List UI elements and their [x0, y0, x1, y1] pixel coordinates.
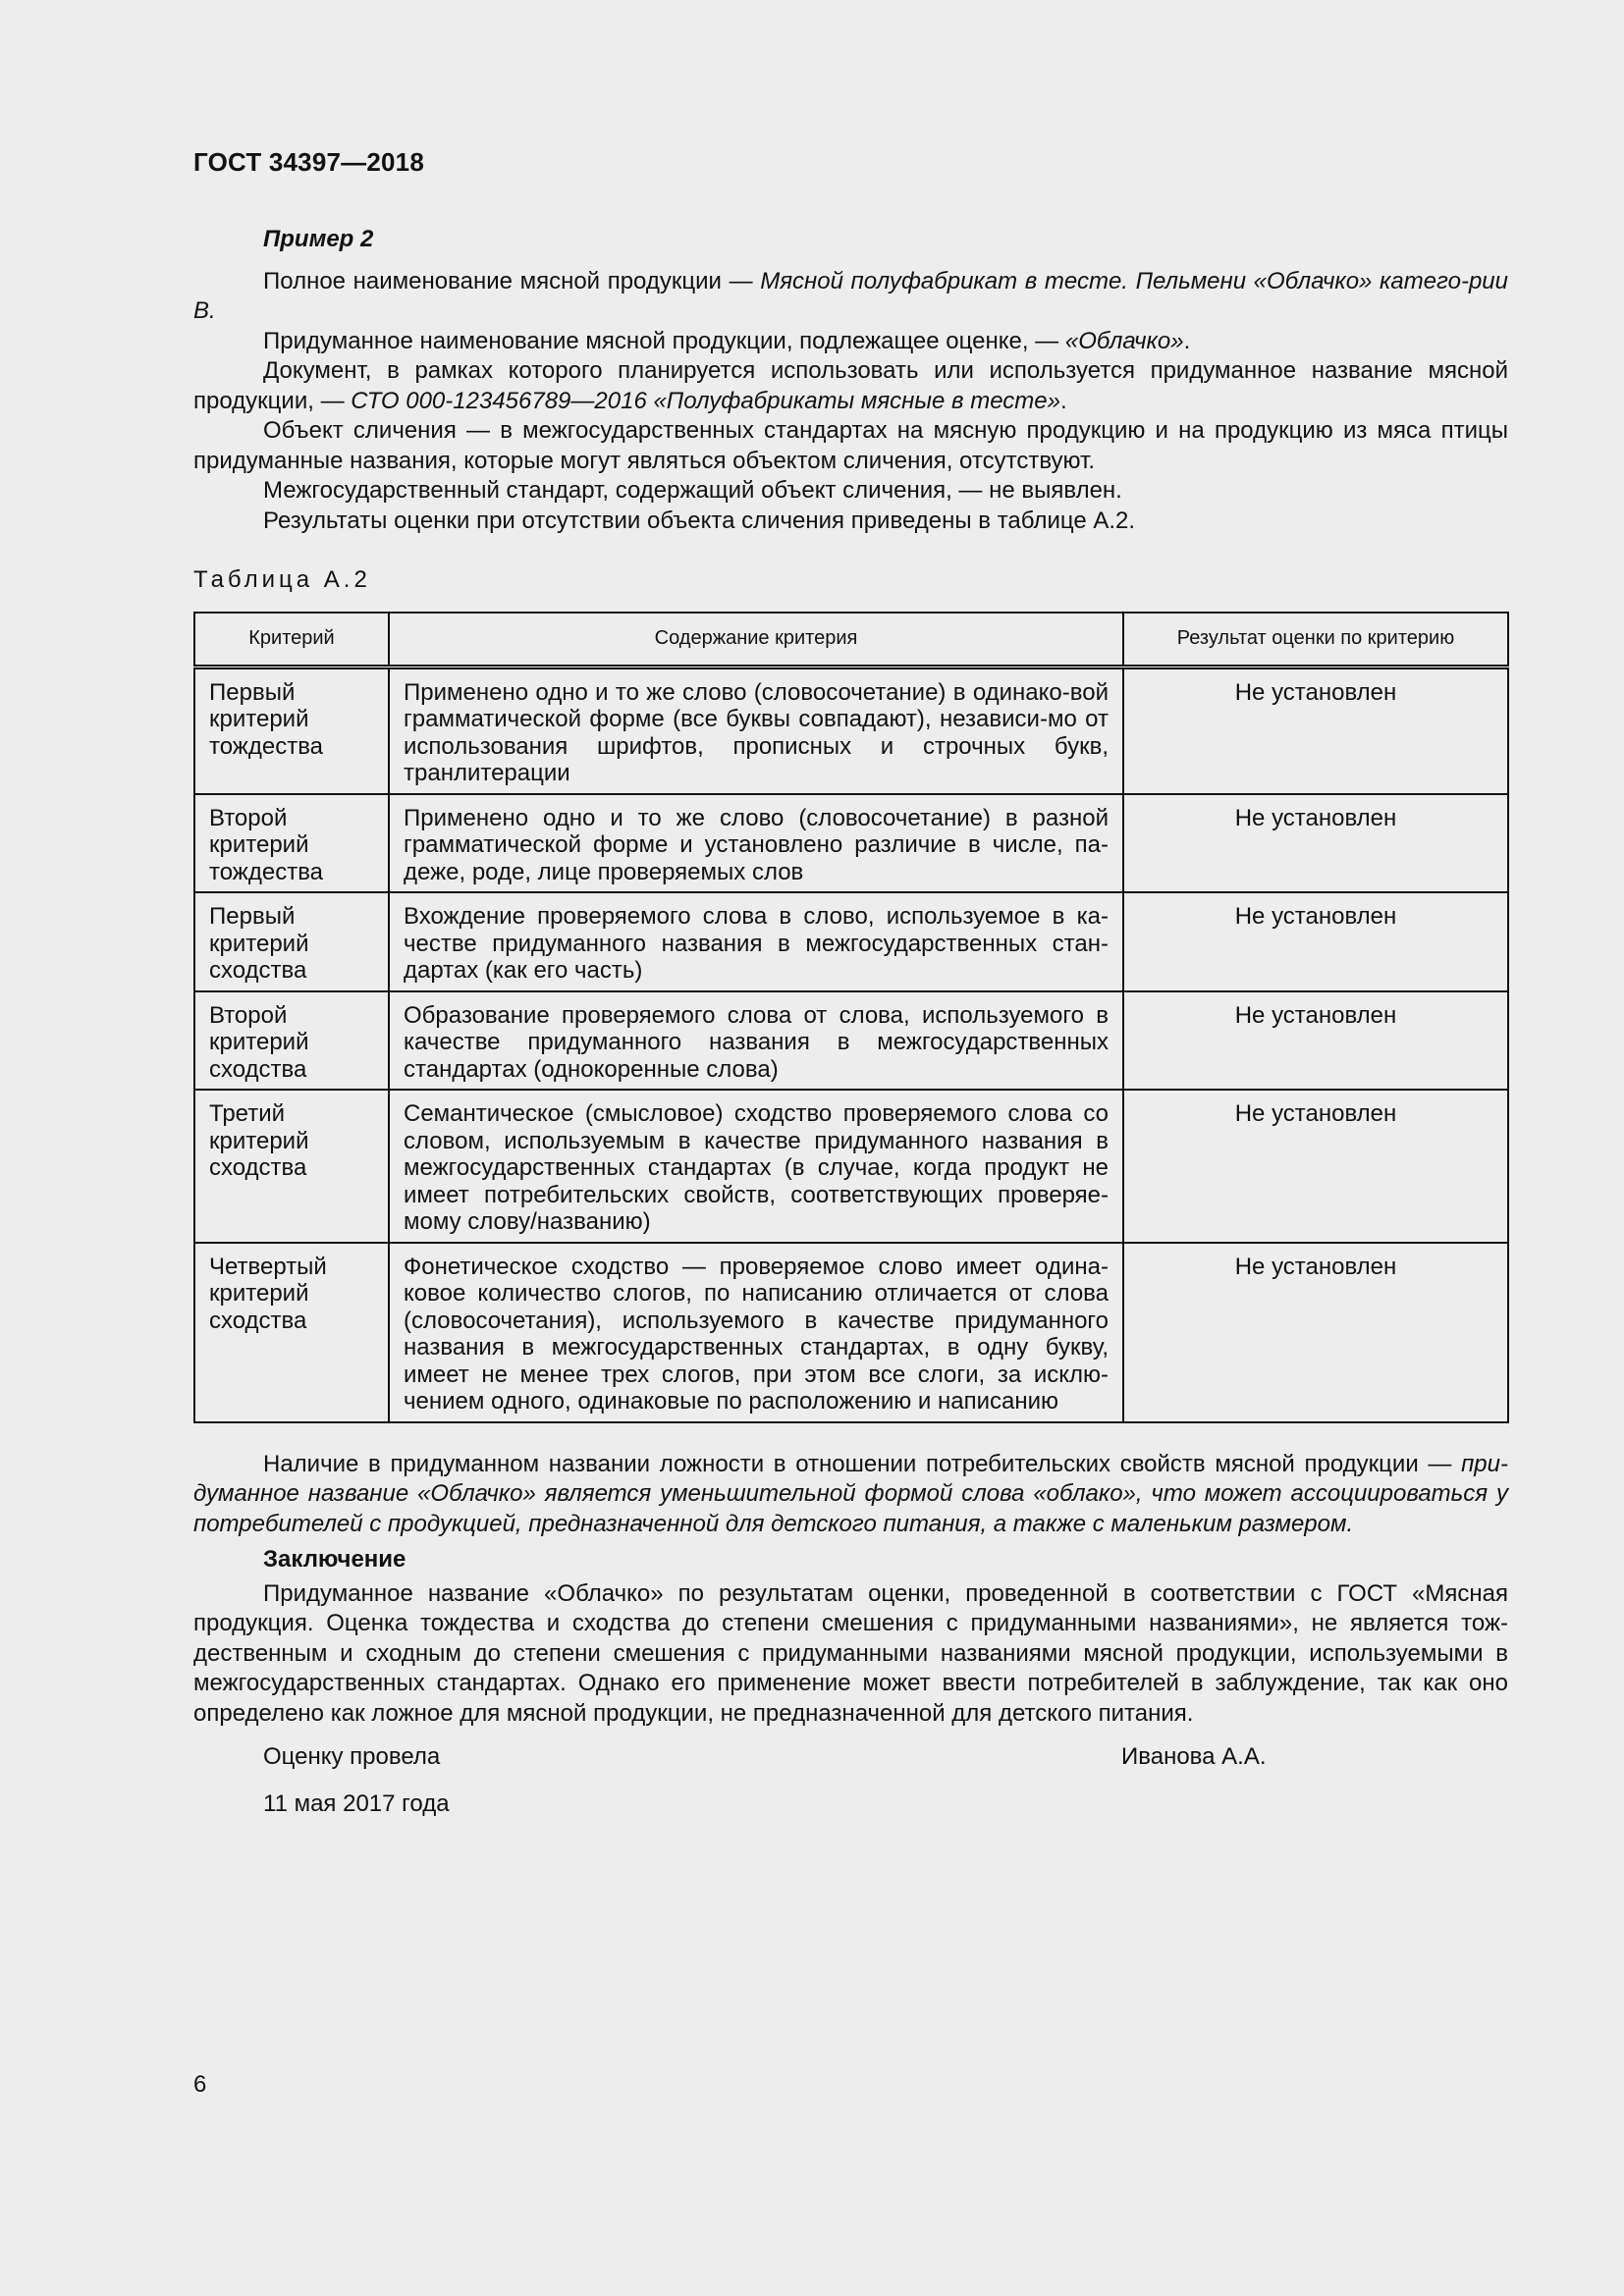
result-cell: Не установлен [1123, 892, 1508, 991]
criterion-cell: Четвертый критерий сходства [194, 1243, 389, 1422]
example-paragraph: Результаты оценки при отсутствии объекта сличения приведены в таблице А.2. [263, 507, 1136, 534]
conclusion-text: Придуманное название «Облачко» по результатам оценки, проведенной в соответствии с ГОСТ «Мясная продукция. Оценка тождества и сходства до степени смешения с придуманными названиями», не является тож-дественным и сходным до степени смешения с придуманными названиями мясной продукции, используемыми в межгосударственных стандартах. Однако его применение может ввести потребителей в заблуждение, так как оно определено как ложное для мясной продукции, не предназначенной для детского питания. [193, 1579, 1508, 1727]
signature-date: 11 мая 2017 года [263, 1790, 450, 1817]
post-table-paragraph: Наличие в придуманном названии ложности в отношении потребительских свойств мясной продукции — при-думанное название «Облачко» является уменьшительной формой слова «облако», что может ассоциироваться у потребителей с продукцией, предназначенной для детского питания, а также с маленьким размером. [193, 1450, 1508, 1537]
header-result: Результат оценки по критерию [1123, 613, 1508, 667]
criteria-table [193, 612, 1509, 1423]
signature-label: Оценку провела [263, 1743, 441, 1770]
result-cell: Не установлен [1123, 1243, 1508, 1422]
document-header: ГОСТ 34397—2018 [193, 147, 424, 177]
content-cell: Фонетическое сходство — проверяемое слово имеет одина-ковое количество слогов, по написанию отличается от слова (словосочетания), используемого в качестве придуманного названия в межгосударственных стандартах, в одну букву, имеет не менее трех слогов, при этом все слоги, за исклю-чением одного, одинаковые по расположению и написанию [389, 1243, 1123, 1422]
table-row [194, 1090, 1508, 1243]
content-cell: Применено одно и то же слово (словосочетание) в одинако-вой грамматической форме (все буквы совпадают), независи-мо от использования шрифтов, прописных и строчных букв, транлитерации [389, 667, 1123, 794]
result-cell: Не установлен [1123, 991, 1508, 1091]
criterion-cell: Первый критерий тождества [194, 667, 389, 794]
criterion-cell: Третий критерий сходства [194, 1090, 389, 1243]
document-body [193, 225, 1508, 1820]
signature-name: Иванова А.А. [1121, 1743, 1267, 1770]
table-row [194, 667, 1508, 794]
result-cell: Не установлен [1123, 794, 1508, 893]
example-paragraph: Придуманное наименование мясной продукции, подлежащее оценке, — «Облачко». [263, 327, 1191, 354]
content-cell: Образование проверяемого слова от слова, используемого в качестве придуманного названия в межгосударственных стандартах (однокоренные слова) [389, 991, 1123, 1091]
signature-row [193, 1742, 1508, 1776]
example-paragraph: Объект сличения — в межгосударственных стандартах на мясную продукцию и на продукцию из мяса птицы придуманные названия, которые могут являться объектом сличения, отсутствуют. [193, 417, 1508, 474]
table-row [194, 1243, 1508, 1422]
result-cell: Не установлен [1123, 667, 1508, 794]
example-paragraph: Полное наименование мясной продукции — Мясной полуфабрикат в тесте. Пельмени «Облачко» катего-рии В. [193, 267, 1508, 324]
table-row [194, 991, 1508, 1091]
content-cell: Вхождение проверяемого слова в слово, используемое в ка-честве придуманного названия в межгосударственных стан-дартах (как его часть) [389, 892, 1123, 991]
content-cell: Применено одно и то же слово (словосочетание) в разной грамматической форме и установлено различие в числе, па-деже, роде, лице проверяемых слов [389, 794, 1123, 893]
example-paragraph: Межгосударственный стандарт, содержащий объект сличения, — не выявлен. [263, 477, 1122, 504]
table-row [194, 794, 1508, 893]
header-content: Содержание критерия [389, 613, 1123, 667]
criterion-cell: Второй критерий тождества [194, 794, 389, 893]
content-cell: Семантическое (смысловое) сходство проверяемого слова со словом, используемым в качестве придуманного названия в межгосударственных стандартах (в случае, когда продукт не имеет потребительских свойств, соответствующих проверяе-мому слову/названию) [389, 1090, 1123, 1243]
table-caption: Таблица А.2 [193, 566, 371, 593]
example-title: Пример 2 [263, 226, 374, 252]
criterion-cell: Второй критерий сходства [194, 991, 389, 1091]
conclusion-title: Заключение [263, 1546, 406, 1573]
example-paragraph: Документ, в рамках которого планируется использовать или используется придуманное название мясной продукции, — СТО 000-123456789—2016 «Полуфабрикаты мясные в тесте». [193, 357, 1508, 414]
page-number: 6 [193, 2071, 207, 2098]
table-header-row [194, 613, 1508, 667]
table-row [194, 892, 1508, 991]
header-criterion: Критерий [194, 613, 389, 667]
result-cell: Не установлен [1123, 1090, 1508, 1243]
criterion-cell: Первый критерий сходства [194, 892, 389, 991]
